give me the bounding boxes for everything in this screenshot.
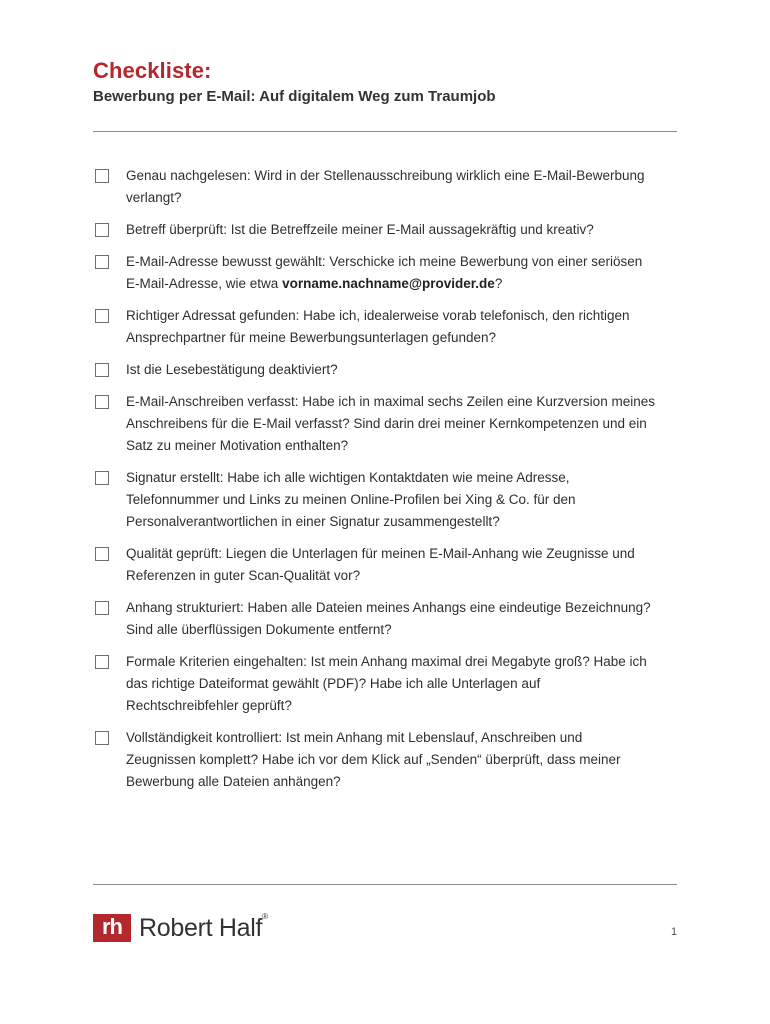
checklist-item-text: Formale Kriterien eingehalten: Ist mein Anhang maximal drei Megabyte groß? Habe ich das richtige Dateiformat gewählt (PDF)? Habe ich alle Unterlagen auf Rechtschreibfehler geprüft? xyxy=(126,654,647,713)
checklist-item-text: E-Mail-Anschreiben verfasst: Habe ich in maximal sechs Zeilen eine Kurzversion meines Anschreibens für die E-Mail verfasst? Sind darin drei meiner Kernkompetenzen und ein Satz zu meiner Motivation enthalten? xyxy=(126,394,655,453)
checklist-item xyxy=(95,305,655,349)
checklist-item-text: Anhang strukturiert: Haben alle Dateien meines Anhangs eine eindeutige Bezeichnung? Sind alle überflüssigen Dokumente entfernt? xyxy=(126,600,651,637)
page-title: Checkliste: xyxy=(93,58,212,83)
checklist-item xyxy=(95,219,655,241)
checkbox[interactable] xyxy=(95,471,109,485)
checklist-item-text: Signatur erstellt: Habe ich alle wichtigen Kontaktdaten wie meine Adresse, Telefonnummer und Links zu meinen Online-Profilen bei Xing & Co. für den Personalverantwortlichen in einer Signatur zusammengestellt? xyxy=(126,470,576,529)
bottom-divider xyxy=(93,884,677,885)
checkbox[interactable] xyxy=(95,547,109,561)
checklist-item-text-end: ? xyxy=(494,276,503,291)
registered-mark: ® xyxy=(262,911,268,921)
checklist xyxy=(95,165,655,803)
checklist-item-text: Betreff überprüft: Ist die Betreffzeile meiner E-Mail aussagekräftig und kreativ? xyxy=(126,222,594,237)
checklist-item-text: Ist die Lesebestätigung deaktiviert? xyxy=(126,362,338,377)
checklist-item-text: Qualität geprüft: Liegen die Unterlagen für meinen E-Mail-Anhang wie Zeugnisse und Referenzen in guter Scan-Qualität vor? xyxy=(126,546,635,583)
checklist-item xyxy=(95,543,655,587)
robert-half-logo xyxy=(93,913,268,943)
checkbox[interactable] xyxy=(95,655,109,669)
example-email: vorname.nachname@provider.de xyxy=(282,276,495,291)
checklist-item-text: Genau nachgelesen: Wird in der Stellenausschreibung wirklich eine E-Mail-Bewerbung verlangt? xyxy=(126,168,645,205)
checkbox[interactable] xyxy=(95,731,109,745)
page-subtitle: Bewerbung per E-Mail: Auf digitalem Weg zum Traumjob xyxy=(93,88,496,105)
logo-wordmark xyxy=(139,911,268,943)
checkbox[interactable] xyxy=(95,169,109,183)
checkbox[interactable] xyxy=(95,395,109,409)
checkbox[interactable] xyxy=(95,363,109,377)
rh-logo-icon: rh xyxy=(93,914,131,942)
checkbox[interactable] xyxy=(95,255,109,269)
checkbox[interactable] xyxy=(95,309,109,323)
checklist-item xyxy=(95,727,655,793)
checklist-item-text xyxy=(126,254,642,291)
checklist-item xyxy=(95,359,655,381)
checklist-item xyxy=(95,651,655,717)
logo-wordmark-text: Robert Half xyxy=(139,913,263,942)
checklist-item xyxy=(95,165,655,209)
checklist-item-text: Richtiger Adressat gefunden: Habe ich, idealerweise vorab telefonisch, den richtigen Ansprechpartner für meine Bewerbungsunterlagen gefunden? xyxy=(126,308,630,345)
checkbox[interactable] xyxy=(95,223,109,237)
checklist-item xyxy=(95,251,655,295)
checklist-item xyxy=(95,597,655,641)
top-divider xyxy=(93,131,677,132)
checklist-item xyxy=(95,467,655,533)
page-number: 1 xyxy=(671,926,678,938)
checklist-item-text: Vollständigkeit kontrolliert: Ist mein Anhang mit Lebenslauf, Anschreiben und Zeugnissen komplett? Habe ich vor dem Klick auf „Senden“ überprüft, dass meiner Bewerbung alle Dateien anhängen? xyxy=(126,730,621,789)
checkbox[interactable] xyxy=(95,601,109,615)
checklist-item xyxy=(95,391,655,457)
checklist-item-text-start: E-Mail-Adresse bewusst gewählt: Verschicke ich meine Bewerbung von einer seriösen E-Mail-Adresse, wie etwa xyxy=(126,254,643,291)
